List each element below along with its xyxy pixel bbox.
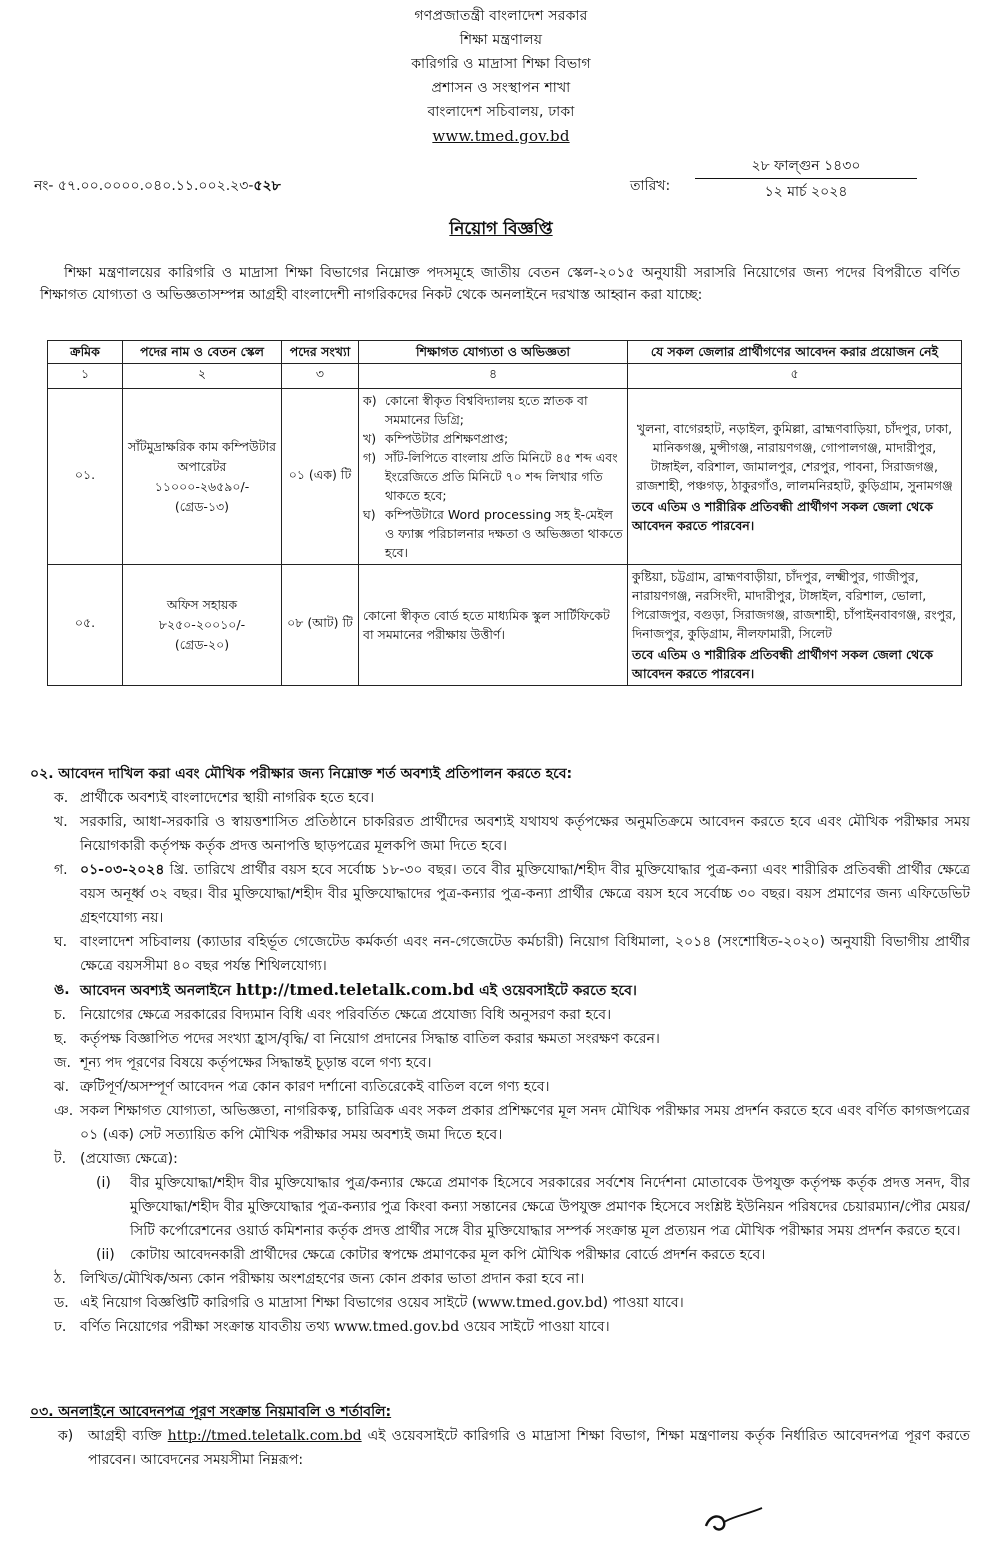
memo-number [34, 174, 281, 198]
qualification-mark: ক) [363, 393, 377, 408]
row-serial: ০৫. [48, 565, 123, 686]
item-mark: ক. [54, 790, 69, 806]
item-text: ত্রুটিপূর্ণ/অসম্পূর্ণ আবেদন পত্র কোন কারণ দর্শানো ব্যতিরেকেই বাতিল বলে গণ্য হবে। [80, 1079, 550, 1095]
item-text: আগ্রহী ব্যক্তি [88, 1428, 168, 1444]
item-mark: ঞ. [54, 1103, 74, 1119]
notice-title: নিয়োগ বিজ্ঞপ্তি [449, 219, 553, 239]
row-qualifications [359, 389, 628, 565]
item-mark: খ. [54, 814, 68, 830]
sub-item [96, 1243, 970, 1267]
memo-number-suffix: ৫২৮ [253, 178, 281, 194]
condition-item [54, 810, 970, 858]
section-3-heading-text: ০৩. অনলাইনে আবেদনপত্র পূরণ সংক্রান্ত নিয়মাবলি ও শর্তাবলি: [30, 1404, 392, 1420]
branch-name: প্রশাসন ও সংস্থাপন শাখা [431, 80, 571, 96]
pay-scale: ৮২৫০-২০০১০/- [158, 617, 246, 632]
condition-item [54, 786, 970, 810]
website-link[interactable]: www.tmed.gov.bd [432, 127, 570, 145]
section-2 [30, 762, 970, 1339]
district-list: খুলনা, বাগেরহাট, নড়াইল, কুমিল্লা, ব্রাহ্মণবাড়িয়া, চাঁদপুর, ঢাকা, মানিকগঞ্জ, মুন্সীগঞ্জ, নারায়ণগঞ্জ, গোপালগঞ্জ, মাদারীপুর, টাঙ্গাইল, বরিশাল, জামালপুর, শেরপুর, পাবনা, সিরাজগঞ্জ, রাজশাহী, পঞ্চগড়, ঠাকুরগাঁও, লালমনিরহাট, কুড়িগ্রাম, সুনামগঞ্জ [636, 420, 953, 493]
header-qualification: শিক্ষাগত যোগ্যতা ও অভিজ্ঞতা [359, 341, 628, 364]
item-mark: চ. [54, 1007, 67, 1023]
page-number-glyph [706, 1516, 724, 1529]
page-number-mark [700, 1496, 780, 1536]
row-post [123, 389, 282, 565]
division-name: কারিগরি ও মাদ্রাসা শিক্ষা বিভাগ [411, 56, 591, 72]
item-text: (প্রযোজ্য ক্ষেত্রে): [80, 1151, 178, 1167]
post-name: অফিস সহায়ক [166, 597, 238, 612]
date-block [695, 154, 917, 205]
row-districts [628, 565, 962, 686]
qualification-mark: গ) [363, 450, 377, 465]
item-text: কর্তৃপক্ষ বিজ্ঞাপিত পদের সংখ্যা হ্রাস/বৃদ্ধি/ বা নিয়োগ প্রদানের সিদ্ধান্ত বাতিল করার ক্ষমতা সংরক্ষণ করেন। [80, 1031, 660, 1047]
header-post-count: পদের সংখ্যা [282, 341, 359, 364]
date-english: ১২ মার্চ ২০২৪ [764, 184, 848, 200]
qualification-item [363, 391, 623, 429]
item-mark: ট. [54, 1151, 67, 1167]
section-3 [30, 1400, 970, 1472]
qualification-mark: খ) [363, 431, 377, 446]
qualification-item [363, 448, 623, 505]
tmed-website-link[interactable]: www.tmed.gov.bd [477, 1295, 603, 1311]
item-text: প্রার্থীকে অবশ্যই বাংলাদেশের স্থায়ী নাগরিক হতে হবে। [80, 790, 375, 806]
condition-item [54, 1291, 970, 1315]
item-text: এই ওয়েবসাইটে কারিগরি ও মাদ্রাসা শিক্ষা বিভাগ, শিক্ষা মন্ত্রণালয় কর্তৃক নির্ধারিত আবেদনপত্র পূরণ করতে পারবেন। আবেদনের সময়সীমা নিম্নরূপ: [88, 1428, 970, 1468]
item-text: সরকারি, আধা-সরকারি ও স্বায়ত্তশাসিত প্রতিষ্ঠানে চাকরিরত প্রার্থীদের অবশ্যই যথাযথ কর্তৃপক্ষের অনুমতিক্রমে আবেদন করতে হবে এবং মৌখিক পরীক্ষার সময় নিয়োগকারী কর্তৃপক্ষ কর্তৃক প্রদত্ত অনাপত্তি ছাড়পত্রের মূলকপি জমা দিতে হবে। [80, 814, 970, 854]
office-address: বাংলাদেশ সচিবালয়, ঢাকা [427, 104, 575, 120]
row-districts [628, 389, 962, 565]
pay-scale: ১১০০০-২৬৫৯০/- [154, 478, 250, 494]
col-number: ৪ [359, 364, 628, 389]
condition-item [54, 858, 970, 930]
item-text: আবেদন অবশ্যই অনলাইনে [80, 983, 236, 999]
date-label: তারিখ: [630, 178, 671, 194]
col-number: ২ [123, 364, 282, 389]
sub-item-text: কোটায় আবেদনকারী প্রার্থীদের ক্ষেত্রে কোটার স্বপক্ষে প্রমাণকের মূল কপি মৌখিক পরীক্ষার বোর্ডে প্রদর্শন করতে হবে। [130, 1247, 766, 1263]
qualification-text: কোনো স্বীকৃত বোর্ড হতে মাধ্যমিক স্কুল সার্টিফিকেট বা সমমানের পরীক্ষায় উত্তীর্ণ। [363, 608, 610, 642]
sub-item-mark: (ii) [96, 1247, 115, 1263]
exception-note: তবে এতিম ও শারীরিক প্রতিবন্ধী প্রার্থীগণ সকল জেলা থেকে আবেদন করতে পারবেন। [632, 647, 933, 681]
posts-table [47, 340, 962, 686]
item-text: নিয়োগের ক্ষেত্রে সরকারের বিদ্যমান বিধি এবং পরিবর্তিত ক্ষেত্রে প্রযোজ্য বিধি অনুসরণ করা হবে। [80, 1007, 612, 1023]
qualification-mark: ঘ) [363, 507, 376, 522]
item-mark: গ. [54, 862, 68, 878]
item-mark: ঠ. [54, 1271, 66, 1287]
qualification-item [363, 429, 623, 448]
table-row [48, 389, 962, 565]
grade: (গ্রেড-১৩) [174, 498, 230, 514]
qualification-item [363, 505, 623, 562]
ministry-name: শিক্ষা মন্ত্রণালয় [459, 32, 543, 48]
condition-item [54, 1099, 970, 1147]
condition-item [54, 1267, 970, 1291]
table-row [48, 565, 962, 686]
condition-item [54, 1051, 970, 1075]
item-text: লিখিত/মৌখিক/অন্য কোন পরীক্ষায় অংশগ্রহণের জন্য কোন প্রকার ভাতা প্রদান করা হবে না। [80, 1271, 585, 1287]
item-text: বর্ণিত নিয়োগের পরীক্ষা সংক্রান্ত যাবতীয় তথ্য [80, 1319, 334, 1335]
teletalk-link[interactable]: http://tmed.teletalk.com.bd [235, 980, 475, 999]
col-number: ৫ [628, 364, 962, 389]
qualification-text: কোনো স্বীকৃত বিশ্ববিদ্যালয় হতে স্নাতক বা সমমানের ডিগ্রি; [385, 393, 588, 427]
grade: (গ্রেড-২০) [174, 637, 230, 652]
row-post [123, 565, 282, 686]
condition-item [54, 1147, 970, 1171]
item-text: ওয়েব সাইটে পাওয়া যাবে। [459, 1319, 610, 1335]
item-text: সকল শিক্ষাগত যোগ্যতা, অভিজ্ঞতা, নাগরিকত্ব, চারিত্রিক এবং সকল প্রকার প্রশিক্ষণের মূল সনদ মৌখিক পরীক্ষার সময় প্রদর্শন করতে হবে এবং বর্ণিত কাগজপত্রের ০১ (এক) সেট সত্যায়িত কপি মৌখিক পরীক্ষার সময় অবশ্যই জমা দিতে হবে। [80, 1103, 970, 1143]
col-number: ৩ [282, 364, 359, 389]
page-number-text: ২ [700, 1496, 701, 1497]
item-mark: ক) [58, 1428, 74, 1444]
col-number: ১ [48, 364, 123, 389]
sub-item-text: বীর মুক্তিযোদ্ধা/শহীদ বীর মুক্তিযোদ্ধার পুত্র/কন্যার ক্ষেত্রে প্রমাণক হিসেবে সরকারের সর্বশেষ নির্দেশনা মোতাবেক উপযুক্ত কর্তৃপক্ষ কর্তৃক প্রদত্ত সনদ, বীর মুক্তিযোদ্ধা/শহীদ বীর মুক্তিযোদ্ধার পুত্র-কন্যার পুত্র কিংবা কন্যা সন্তানের ক্ষেত্রে উপযুক্ত প্রমাণক হিসেবে সংশ্লিষ্ট ইউনিয়ন পরিষদের চেয়ারম্যান/পৌর মেয়র/সিটি কর্পোরেশনের ওয়ার্ড কমিশনার কর্তৃক প্রদত্ত প্রার্থীর সঙ্গে বীর মুক্তিযোদ্ধার সম্পর্ক সংক্রান্ত মূল প্রত্যয়ন পত্র মৌখিক পরীক্ষার সময় প্রদর্শন করতে হবে। [130, 1175, 970, 1239]
section-2-items [54, 786, 970, 1339]
condition-item [54, 1027, 970, 1051]
qualification-text: কম্পিউটার প্রশিক্ষণপ্রাপ্ত; [385, 431, 509, 446]
qualification-text: সাঁট-লিপিতে বাংলায় প্রতি মিনিটে ৪৫ শব্দ এবং ইংরেজিতে প্রতি মিনিটে ৭০ শব্দ লিখার গতি থাকতে হবে; [385, 450, 618, 503]
district-list: কুষ্টিয়া, চট্টগ্রাম, ব্রাহ্মণবাড়ীয়া, চাঁদপুর, লক্ষ্মীপুর, গাজীপুর, নারায়ণগঞ্জ, নরসিংদী, মাদারীপুর, টাঙ্গাইল, বরিশাল, ভোলা, পিরোজপুর, বগুড়া, সিরাজগঞ্জ, রাজশাহী, চাঁপাইনবাবগঞ্জ, রংপুর, দিনাজপুর, কুড়িগ্রাম, নীলফামারী, সিলেট [632, 569, 957, 641]
header-districts: যে সকল জেলার প্রার্থীগণের আবেদন করার প্রয়োজন নেই [628, 341, 962, 364]
date-bangla: ২৮ ফাল্গুন ১৪৩০ [695, 154, 917, 179]
teletalk-link[interactable]: http://tmed.teletalk.com.bd [167, 1428, 362, 1444]
item-text: বাংলাদেশ সচিবালয় (ক্যাডার বহির্ভূত গেজেটেড কর্মকর্তা এবং নন-গেজেটেড কর্মচারী) নিয়োগ বিধিমালা, ২০১৪ (সংশোধিত-২০২০) অনুযায়ী বিভাগীয় প্রার্থীর ক্ষেত্রে বয়সসীমা ৪০ বছর পর্যন্ত শিথিলযোগ্য। [80, 934, 970, 974]
condition-item [54, 1075, 970, 1099]
post-name: সাঁটমুদ্রাক্ষরিক কাম কম্পিউটার অপারেটর [128, 438, 276, 474]
table-header-row [48, 341, 962, 364]
sub-item-mark: (i) [96, 1175, 111, 1191]
exception-note: তবে এতিম ও শারীরিক প্রতিবন্ধী প্রার্থীগণ সকল জেলা থেকে আবেদন করতে পারবেন। [632, 498, 933, 533]
condition-item [54, 1003, 970, 1027]
item-mark: ঙ. [54, 982, 70, 998]
rule-item [58, 1424, 970, 1472]
item-mark: জ. [54, 1055, 71, 1071]
header-serial: ক্রমিক [48, 341, 123, 364]
item-mark: ঘ. [54, 934, 68, 950]
row-count: ০৮ (আট) টি [282, 565, 359, 686]
tmed-website-link[interactable]: www.tmed.gov.bd [333, 1319, 460, 1335]
row-count: ০১ (এক) টি [282, 389, 359, 565]
cutoff-date: ০১-০৩-২০২৪ [80, 862, 165, 878]
item-text: শূন্য পদ পূরণের বিষয়ে কর্তৃপক্ষের সিদ্ধান্তই চূড়ান্ত বলে গণ্য হবে। [80, 1055, 432, 1071]
condition-item [54, 1315, 970, 1339]
condition-item [54, 978, 970, 1003]
item-mark: ছ. [54, 1031, 67, 1047]
qualification-text: কম্পিউটারে Word processing সহ ই-মেইল ও ফ্যাক্স পরিচালনার দক্ষতা ও অভিজ্ঞতা থাকতে হবে। [385, 507, 623, 560]
govt-name: গণপ্রজাতন্ত্রী বাংলাদেশ সরকার [414, 8, 588, 24]
header-post-name: পদের নাম ও বেতন স্কেল [123, 341, 282, 364]
section-2-heading: ০২. আবেদন দাখিল করা এবং মৌখিক পরীক্ষার জন্য নিম্নোক্ত শর্ত অবশ্যই প্রতিপালন করতে হবে: [30, 766, 573, 782]
condition-item [54, 930, 970, 978]
item-text: এই নিয়োগ বিজ্ঞপ্তিটি কারিগরি ও মাদ্রাসা শিক্ষা বিভাগের ওয়েব সাইটে ( [80, 1295, 478, 1311]
letterhead [0, 4, 1002, 148]
item-text: খ্রি. তারিখে প্রার্থীর বয়স হবে সর্বোচ্চ ১৮-৩০ বছর। তবে বীর মুক্তিযোদ্ধা/শহীদ বীর মুক্তিযোদ্ধার পুত্র-কন্যা এবং শারীরিক প্রতিবন্ধী প্রার্থীর ক্ষেত্রে বয়স অনূর্ধ্ব ৩২ বছর। বীর মুক্তিযোদ্ধা/শহীদ বীর মুক্তিযোদ্ধাদের পুত্র-কন্যার পুত্র-কন্যা প্রার্থীর ক্ষেত্রে বয়স হবে সর্বোচ্চ ৩০ বছর। বয়স প্রমাণের জন্য এফিডেভিট গ্রহণযোগ্য নয়। [80, 862, 970, 926]
item-text: ) পাওয়া যাবে। [602, 1295, 684, 1311]
section-3-items [58, 1424, 970, 1472]
pen-stroke [724, 1508, 762, 1522]
item-mark: ঝ. [54, 1079, 70, 1095]
item-mark: ড. [54, 1295, 69, 1311]
memo-number-prefix: নং- ৫৭.০০.০০০০.০৪০.১১.০০২.২৩- [34, 178, 254, 194]
intro-paragraph: শিক্ষা মন্ত্রণালয়ের কারিগরি ও মাদ্রাসা শিক্ষা বিভাগের নিম্নোক্ত পদসমূহে জাতীয় বেতন স্কেল-২০১৫ অনুযায়ী সরাসরি নিয়োগের জন্য পদের বিপরীতে বর্ণিত শিক্ষাগত যোগ্যতা ও অভিজ্ঞতাসম্পন্ন আগ্রহী বাংলাদেশী নাগরিকদের নিকট থেকে অনলাইনে দরখাস্ত আহ্বান করা যাচ্ছে: [40, 265, 960, 303]
row-serial: ০১. [48, 389, 123, 565]
item-text: এই ওয়েবসাইটে করতে হবে। [474, 983, 637, 999]
sub-item [96, 1171, 970, 1243]
section-3-heading [30, 1400, 970, 1424]
row-qualifications [359, 565, 628, 686]
item-mark: ঢ. [54, 1319, 67, 1335]
column-number-row [48, 364, 962, 389]
